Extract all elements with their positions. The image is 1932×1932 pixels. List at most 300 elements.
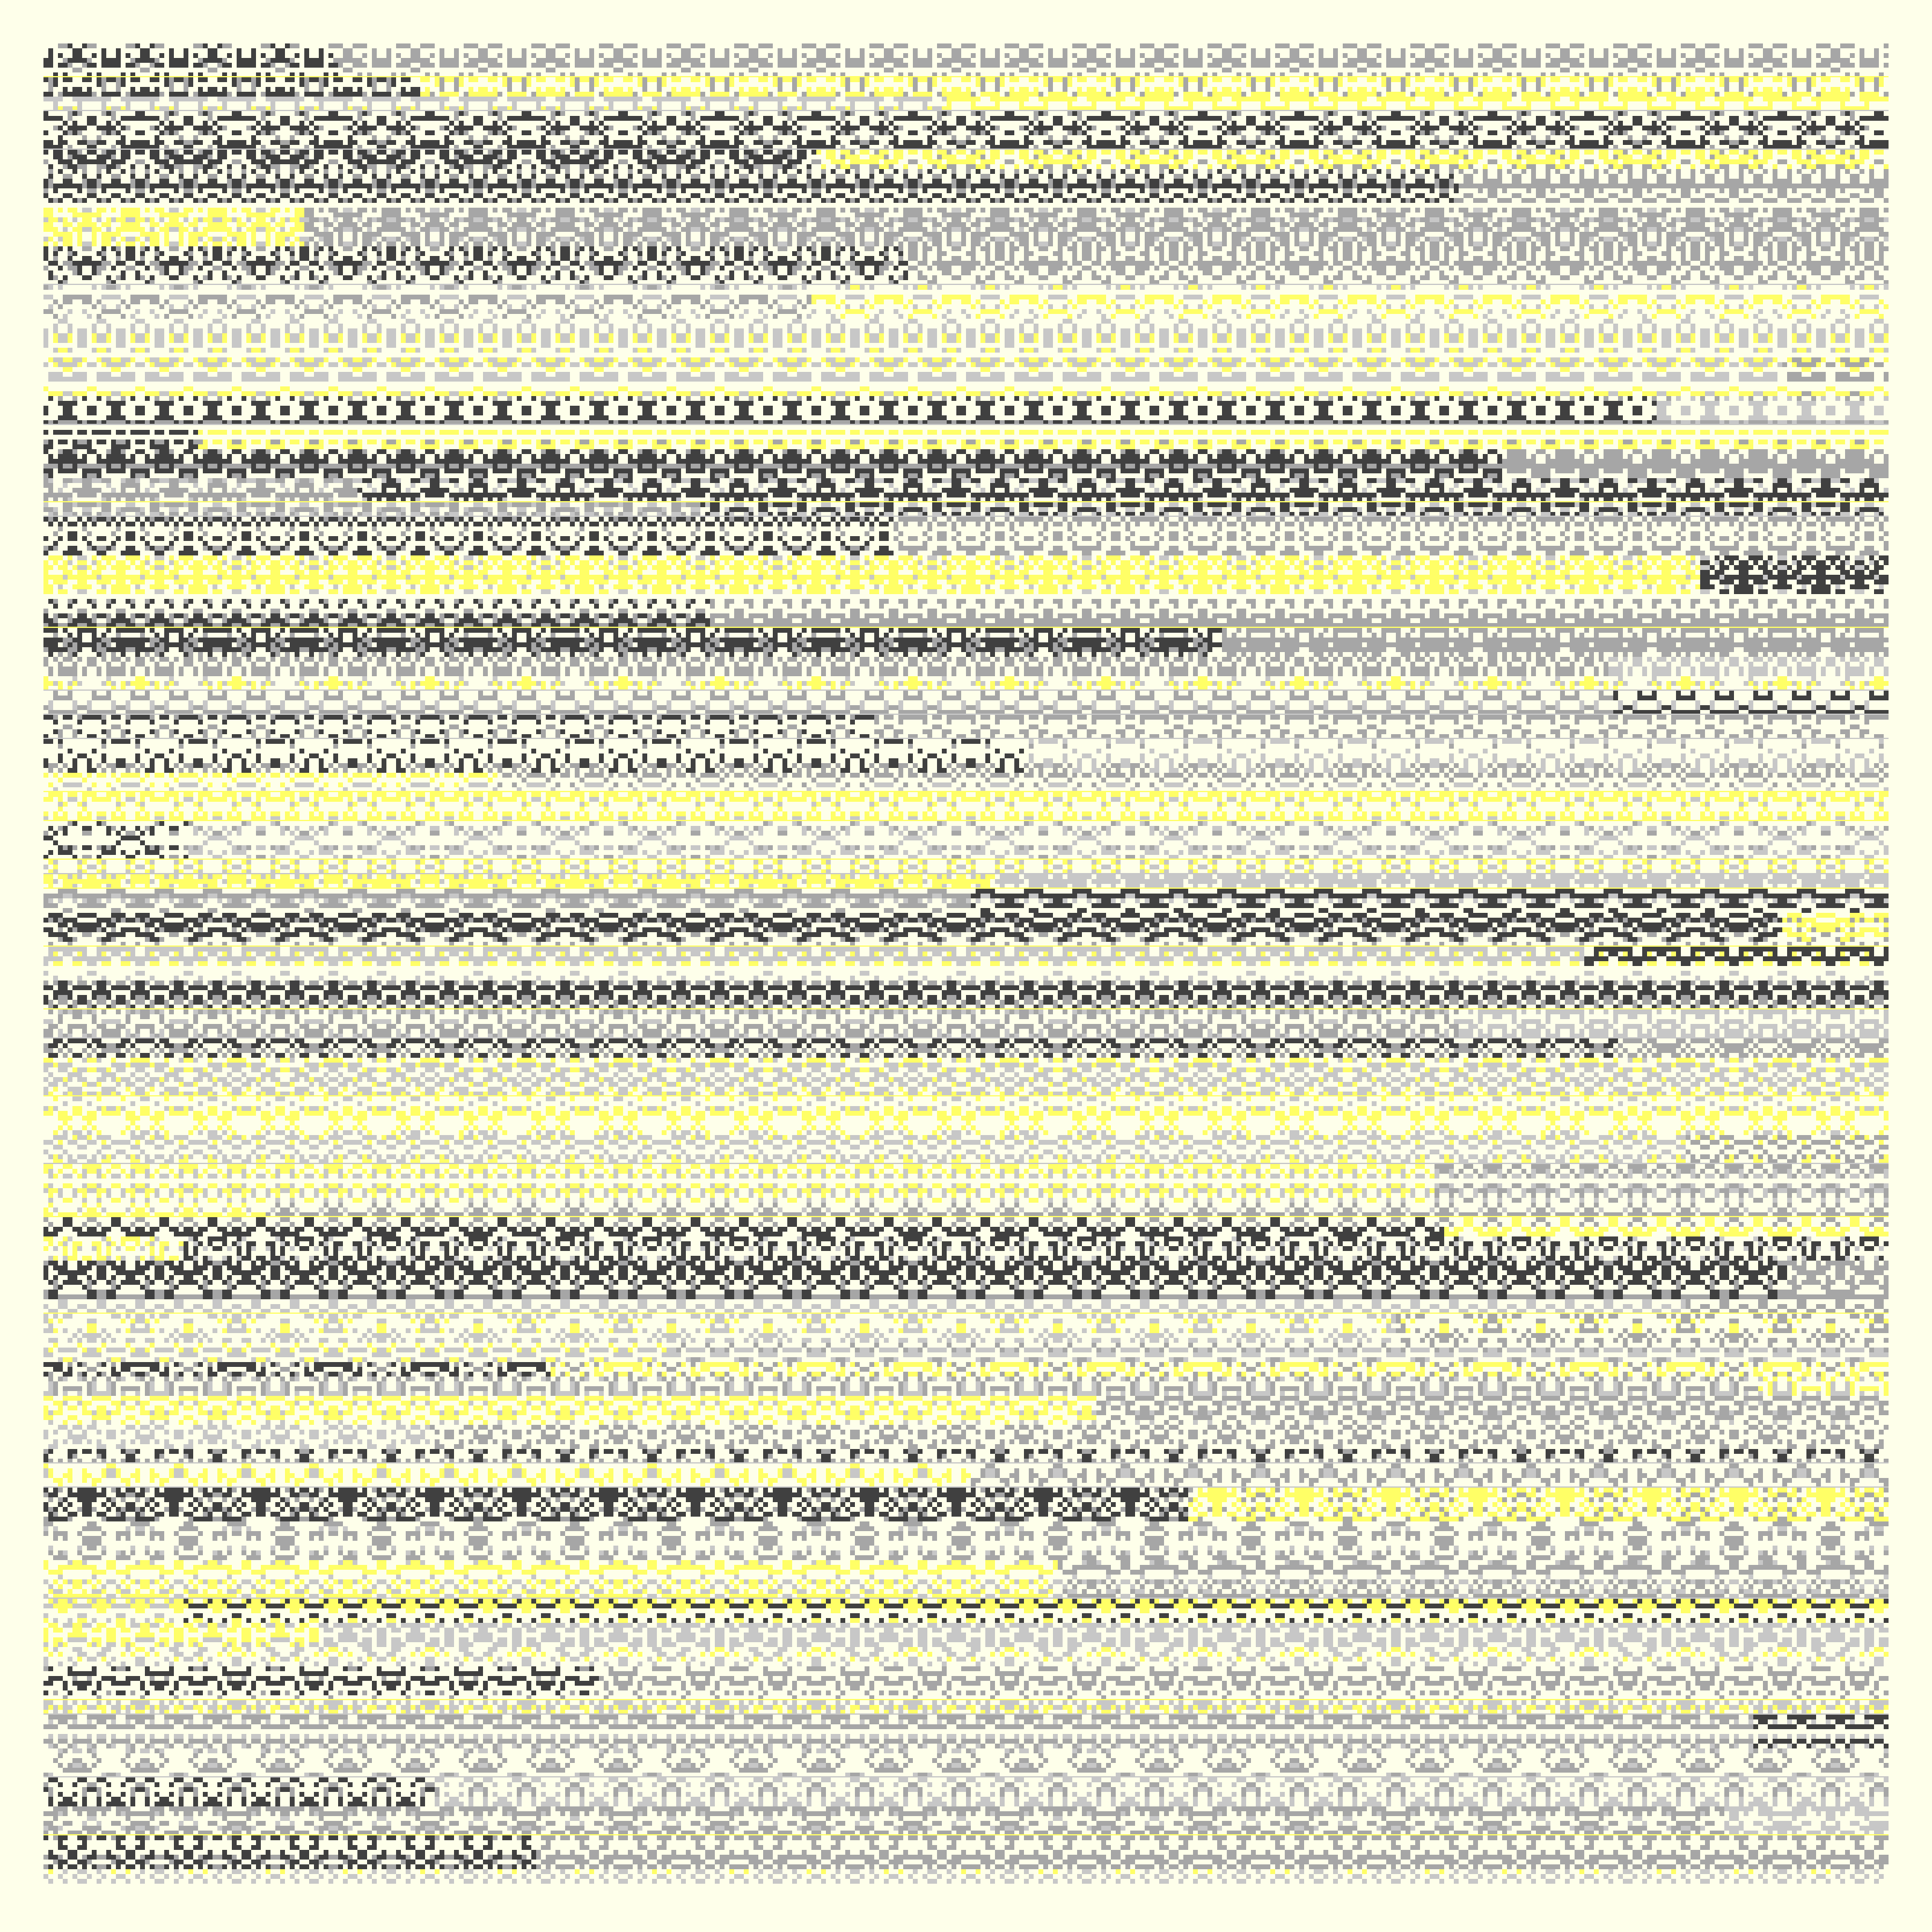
pattern-pixel-run <box>894 77 903 82</box>
pattern-pixel-run <box>1454 87 1459 92</box>
pattern-pixel-run <box>1265 87 1270 92</box>
pattern-pixel-run <box>1087 48 1096 53</box>
pattern-pixel-run <box>1628 87 1637 92</box>
pattern-pixel-run <box>575 77 580 82</box>
pattern-pixel-run <box>1072 53 1077 58</box>
pattern-pixel-run <box>1806 82 1811 87</box>
pattern-pixel-run <box>507 58 526 63</box>
pattern-pixel-run <box>826 63 840 68</box>
pattern-pixel-run <box>1212 58 1241 63</box>
pattern-pixel-run <box>420 63 435 68</box>
pattern-pixel-run <box>1338 77 1343 82</box>
pattern-pixel-run <box>1550 58 1579 63</box>
pattern-pixel-run <box>845 87 850 92</box>
pattern-pixel-run <box>710 48 715 53</box>
pattern-pixel-run <box>1454 58 1473 63</box>
pattern-pixel-run <box>48 53 53 58</box>
pattern-pixel-run <box>1386 63 1406 68</box>
pattern-pixel-run <box>1521 53 1526 58</box>
pattern-pixel-run <box>150 43 155 48</box>
pattern-pixel-run <box>372 77 377 82</box>
pattern-pixel-run <box>599 43 613 48</box>
pattern-pixel-run <box>140 87 150 92</box>
pattern-pixel-run <box>1773 43 1787 48</box>
pattern-pixel-run <box>1275 43 1290 48</box>
pattern-pixel-run <box>778 53 782 58</box>
pattern-pixel-run <box>792 87 797 92</box>
pattern-pixel-run <box>386 53 391 58</box>
pattern-pixel-run <box>401 77 411 82</box>
pattern-pixel-run <box>372 87 377 92</box>
pattern-pixel-run <box>48 77 53 82</box>
pattern-pixel-run <box>932 77 937 82</box>
pattern-pixel-run <box>1792 82 1797 87</box>
pattern-pixel-run <box>411 48 420 53</box>
pattern-pixel-run <box>275 48 285 53</box>
pattern-pixel-run <box>43 92 53 97</box>
pattern-pixel-run <box>1792 53 1797 58</box>
pattern-pixel-run <box>1265 82 1270 87</box>
pattern-pixel-run <box>1222 68 1232 72</box>
pattern-pixel-run <box>237 82 242 87</box>
pattern-pixel-run <box>1343 43 1357 48</box>
pattern-pixel-run <box>802 53 807 58</box>
pattern-pixel-run <box>285 43 290 48</box>
pattern-pixel-run <box>1280 77 1290 82</box>
pattern-pixel-run <box>464 63 478 68</box>
pattern-pixel-run <box>150 77 159 82</box>
pattern-pixel-run <box>662 82 667 87</box>
pattern-pixel-run <box>681 53 691 58</box>
pattern-pixel-run <box>1121 77 1130 82</box>
pattern-pixel-run <box>367 82 372 87</box>
pattern-pixel-run <box>386 77 391 82</box>
pattern-pixel-run <box>507 63 526 68</box>
pattern-pixel-run <box>927 53 932 58</box>
pattern-pixel-run <box>1864 77 1874 82</box>
pattern-pixel-run <box>1410 43 1425 48</box>
pattern-pixel-run <box>304 48 309 53</box>
pattern-pixel-run <box>913 82 918 87</box>
pattern-pixel-run <box>169 92 188 97</box>
pattern-pixel-run <box>1304 87 1309 92</box>
pattern-pixel-run <box>169 58 188 63</box>
pattern-pixel-run <box>353 43 367 48</box>
pattern-pixel-run <box>87 43 97 48</box>
pattern-pixel-run <box>396 43 411 48</box>
pattern-pixel-run <box>1806 48 1811 53</box>
pattern-pixel-run <box>560 87 565 92</box>
pattern-pixel-run <box>1087 68 1096 72</box>
pattern-pixel-run <box>749 87 758 92</box>
pattern-pixel-run <box>502 77 507 82</box>
pattern-pixel-run <box>198 58 203 63</box>
pattern-pixel-run <box>1435 63 1449 68</box>
pattern-pixel-run <box>169 82 174 87</box>
pattern-pixel-run <box>164 77 169 82</box>
pattern-pixel-run <box>1251 87 1256 92</box>
pattern-pixel-run <box>87 87 92 92</box>
pattern-pixel-run <box>237 87 242 92</box>
pattern-pixel-run <box>227 53 232 58</box>
pattern-pixel-run <box>469 77 478 82</box>
pattern-pixel-run <box>589 53 594 58</box>
pattern-pixel-run <box>188 82 193 87</box>
pattern-pixel-run <box>739 87 744 92</box>
pattern-pixel-run <box>589 87 594 92</box>
pattern-pixel-run <box>1657 87 1662 92</box>
pattern-pixel-run <box>1454 63 1473 68</box>
pattern-pixel-run <box>1367 77 1377 82</box>
pattern-pixel-run <box>869 63 884 68</box>
pattern-pixel-run <box>898 87 903 92</box>
pattern-pixel-run <box>92 53 97 58</box>
pattern-pixel-run <box>1468 77 1473 82</box>
pattern-pixel-run <box>531 92 536 97</box>
pattern-pixel-run <box>270 43 275 48</box>
pattern-pixel-run <box>555 43 570 48</box>
pattern-pixel-run <box>1203 82 1208 87</box>
pattern-pixel-run <box>1208 53 1212 58</box>
pattern-pixel-run <box>749 68 758 72</box>
pattern-pixel-run <box>696 87 700 92</box>
pattern-pixel-run <box>1483 77 1492 82</box>
pattern-pixel-run <box>1319 82 1323 87</box>
pattern-pixel-run <box>638 77 642 82</box>
pattern-pixel-run <box>1386 48 1391 53</box>
pattern-pixel-run <box>1860 63 1879 68</box>
pattern-pixel-run <box>430 53 435 58</box>
pattern-pixel-run <box>1512 53 1517 58</box>
pattern-pixel-run <box>1048 63 1067 68</box>
pattern-pixel-run <box>1797 77 1806 82</box>
pattern-pixel-run <box>1657 48 1662 53</box>
pattern-pixel-run <box>126 92 130 97</box>
pattern-pixel-run <box>372 58 391 63</box>
pattern-pixel-run <box>1145 87 1150 92</box>
pattern-pixel-run <box>546 53 555 58</box>
pattern-pixel-run <box>1705 63 1719 68</box>
pattern-pixel-run <box>1637 43 1652 48</box>
pattern-pixel-run <box>343 68 353 72</box>
pattern-pixel-run <box>908 77 913 82</box>
pattern-pixel-run <box>1763 87 1773 92</box>
pattern-pixel-run <box>425 87 430 92</box>
pattern-pixel-run <box>507 77 512 82</box>
pattern-pixel-run <box>1333 53 1338 58</box>
pattern-pixel-run <box>155 87 159 92</box>
pattern-pixel-run <box>1604 82 1608 87</box>
pattern-pixel-run <box>860 77 865 82</box>
pattern-pixel-run <box>290 63 299 68</box>
pattern-pixel-run <box>927 82 932 87</box>
pattern-pixel-run <box>116 53 121 58</box>
pattern-pixel-run <box>159 53 164 58</box>
pattern-pixel-run <box>773 82 778 87</box>
pattern-pixel-run <box>623 43 638 48</box>
pattern-pixel-run <box>1096 63 1111 68</box>
pattern-pixel-run <box>1589 82 1594 87</box>
pattern-pixel-run <box>440 87 444 92</box>
pattern-pixel-run <box>937 53 942 58</box>
pattern-pixel-run <box>710 77 715 82</box>
pattern-pixel-run <box>270 58 290 63</box>
pattern-pixel-run <box>865 82 869 87</box>
pattern-pixel-run <box>338 63 343 68</box>
pattern-pixel-run <box>169 77 174 82</box>
pattern-pixel-run <box>884 68 894 72</box>
pattern-pixel-run <box>797 82 802 87</box>
pattern-pixel-run <box>1671 48 1676 53</box>
pattern-pixel-run <box>913 87 918 92</box>
pattern-pixel-run <box>913 77 918 82</box>
pattern-pixel-run <box>1811 77 1816 82</box>
pattern-pixel-run <box>1251 82 1256 87</box>
pattern-pixel-run <box>232 82 237 87</box>
pattern-pixel-run <box>1246 82 1251 87</box>
pattern-pixel-run <box>1589 48 1594 53</box>
pattern-pixel-run <box>507 87 512 92</box>
pattern-pixel-run <box>1425 68 1435 72</box>
pattern-pixel-run <box>816 68 826 72</box>
pattern-pixel-run <box>1753 87 1758 92</box>
pattern-pixel-run <box>1657 82 1662 87</box>
pattern-pixel-run <box>1724 48 1729 53</box>
pattern-pixel-run <box>290 58 295 63</box>
pattern-pixel-run <box>440 48 444 53</box>
pattern-pixel-run <box>251 77 256 82</box>
pattern-pixel-run <box>1063 82 1067 87</box>
pattern-pixel-run <box>1492 68 1502 72</box>
pattern-pixel-run <box>1164 77 1174 82</box>
pattern-pixel-run <box>1072 43 1087 48</box>
pattern-pixel-run <box>589 77 594 82</box>
pattern-pixel-run <box>1212 87 1217 92</box>
pattern-pixel-run <box>169 48 174 53</box>
pattern-pixel-run <box>1367 43 1381 48</box>
pattern-pixel-run <box>1536 82 1541 87</box>
pattern-pixel-run <box>570 77 575 82</box>
pattern-pixel-run <box>1884 53 1889 58</box>
pattern-pixel-run <box>1657 77 1662 82</box>
pattern-pixel-run <box>430 92 435 97</box>
pattern-pixel-run <box>1739 82 1744 87</box>
pattern-pixel-run <box>1874 48 1879 53</box>
pattern-pixel-run <box>140 48 150 53</box>
pattern-pixel-run <box>1686 58 1715 63</box>
pattern-pixel-run <box>633 53 638 58</box>
pattern-pixel-run <box>1454 53 1459 58</box>
pattern-pixel-run <box>1048 82 1053 87</box>
pattern-pixel-run <box>1724 58 1744 63</box>
pattern-pixel-run <box>531 63 546 68</box>
pattern-pixel-run <box>927 77 932 82</box>
pattern-pixel-run <box>913 48 918 53</box>
pattern-pixel-run <box>1521 63 1541 68</box>
pattern-pixel-run <box>1401 87 1406 92</box>
pattern-pixel-run <box>778 63 797 68</box>
pattern-pixel-run <box>1536 77 1541 82</box>
pattern-pixel-run <box>1183 77 1188 82</box>
pattern-pixel-run <box>961 63 976 68</box>
pattern-pixel-run <box>1507 87 1512 92</box>
pattern-pixel-run <box>1208 63 1222 68</box>
pattern-pixel-run <box>1323 77 1333 82</box>
pattern-pixel-run <box>1831 68 1840 72</box>
pattern-pixel-run <box>758 43 773 48</box>
pattern-pixel-run <box>1787 77 1792 82</box>
pattern-pixel-run <box>1222 48 1232 53</box>
pattern-pixel-run <box>1739 77 1744 82</box>
pattern-pixel-run <box>1198 48 1203 53</box>
pattern-pixel-run <box>604 58 633 63</box>
pattern-pixel-run <box>1435 77 1444 82</box>
pattern-pixel-run <box>1454 82 1459 87</box>
pattern-pixel-run <box>48 87 53 92</box>
pattern-pixel-run <box>1314 77 1319 82</box>
pattern-pixel-run <box>802 63 816 68</box>
pattern-pixel-run <box>1265 77 1270 82</box>
pattern-pixel-run <box>1637 77 1647 82</box>
pattern-pixel-run <box>507 53 512 58</box>
pattern-pixel-run <box>101 82 106 87</box>
pattern-pixel-run <box>150 63 155 68</box>
pattern-pixel-run <box>657 77 662 82</box>
pattern-pixel-run <box>1154 53 1164 58</box>
pattern-pixel-run <box>391 82 396 87</box>
pattern-pixel-run <box>97 77 101 82</box>
pattern-pixel-run <box>734 63 749 68</box>
pattern-pixel-run <box>1333 48 1338 53</box>
pattern-pixel-run <box>1874 87 1879 92</box>
pattern-pixel-run <box>391 77 396 82</box>
pattern-pixel-run <box>792 82 797 87</box>
pattern-pixel-run <box>1135 82 1140 87</box>
pattern-pixel-run <box>435 77 440 82</box>
pattern-pixel-run <box>1521 87 1526 92</box>
pattern-pixel-run <box>497 53 502 58</box>
pattern-pixel-run <box>1077 87 1082 92</box>
pattern-pixel-run <box>826 43 840 48</box>
pattern-pixel-run <box>1748 43 1763 48</box>
pattern-pixel-run <box>1671 77 1676 82</box>
pattern-pixel-run <box>1116 53 1121 58</box>
pattern-pixel-run <box>942 87 947 92</box>
pattern-pixel-run <box>68 58 87 63</box>
pattern-pixel-run <box>266 87 270 92</box>
pattern-pixel-run <box>53 82 58 87</box>
pattern-pixel-run <box>1116 48 1121 53</box>
pattern-pixel-run <box>169 87 174 92</box>
pattern-pixel-run <box>362 92 367 97</box>
pattern-pixel-run <box>135 63 140 68</box>
pattern-pixel-run <box>671 87 676 92</box>
pattern-pixel-run <box>1140 63 1154 68</box>
pattern-pixel-run <box>1343 53 1348 58</box>
pattern-pixel-run <box>1135 77 1140 82</box>
pattern-pixel-run <box>1874 53 1879 58</box>
pattern-pixel-run <box>97 82 101 87</box>
pattern-pixel-run <box>1333 82 1338 87</box>
pattern-pixel-run <box>295 92 299 97</box>
pattern-pixel-run <box>1806 77 1811 82</box>
pattern-pixel-run <box>1357 68 1367 72</box>
pattern-pixel-run <box>642 53 647 58</box>
pattern-pixel-run <box>1270 82 1275 87</box>
pattern-pixel-run <box>642 63 662 68</box>
pattern-pixel-run <box>1386 77 1391 82</box>
pattern-pixel-run <box>512 77 522 82</box>
pattern-pixel-run <box>319 48 324 53</box>
pattern-pixel-run <box>328 63 338 68</box>
pattern-pixel-run <box>58 92 63 97</box>
pattern-pixel-run <box>1232 77 1241 82</box>
pattern-pixel-run <box>657 48 662 53</box>
pattern-pixel-run <box>705 77 710 82</box>
pattern-pixel-run <box>671 77 681 82</box>
pattern-pixel-run <box>1536 53 1541 58</box>
pattern-pixel-run <box>261 53 266 58</box>
pattern-pixel-run <box>1319 63 1338 68</box>
pattern-pixel-run <box>1275 63 1290 68</box>
pattern-pixel-run <box>845 82 850 87</box>
pattern-pixel-run <box>1860 77 1864 82</box>
pattern-pixel-run <box>961 77 971 82</box>
pattern-pixel-run <box>1299 63 1314 68</box>
pattern-pixel-run <box>1454 77 1459 82</box>
pattern-pixel-run <box>613 87 623 92</box>
pattern-pixel-run <box>164 82 169 87</box>
pattern-pixel-run <box>1019 68 1029 72</box>
pattern-pixel-run <box>251 48 256 53</box>
pattern-pixel-run <box>792 48 797 53</box>
pattern-pixel-run <box>1821 77 1831 82</box>
pattern-pixel-run <box>459 82 464 87</box>
pattern-pixel-run <box>130 87 135 92</box>
pattern-pixel-run <box>1724 53 1729 58</box>
pattern-pixel-run <box>497 92 502 97</box>
pattern-pixel-run <box>101 63 121 68</box>
pattern-pixel-run <box>980 77 985 82</box>
pattern-pixel-run <box>1647 53 1652 58</box>
pattern-pixel-run <box>1492 53 1502 58</box>
pattern-pixel-run <box>63 58 68 63</box>
pattern-pixel-run <box>1521 82 1526 87</box>
pattern-pixel-run <box>749 53 758 58</box>
pattern-pixel-run <box>1063 48 1067 53</box>
pattern-pixel-run <box>604 87 609 92</box>
pattern-pixel-run <box>72 48 82 53</box>
pattern-pixel-run <box>1613 43 1628 48</box>
pattern-pixel-run <box>478 87 488 92</box>
pattern-pixel-run <box>1879 77 1884 82</box>
pattern-pixel-run <box>435 82 440 87</box>
pattern-pixel-run <box>1265 53 1270 58</box>
pattern-pixel-run <box>155 63 164 68</box>
pattern-pixel-run <box>87 63 97 68</box>
pattern-pixel-run <box>1410 53 1415 58</box>
pattern-pixel-run <box>589 48 594 53</box>
pattern-pixel-run <box>1415 77 1425 82</box>
pattern-pixel-run <box>913 58 932 63</box>
pattern-pixel-run <box>710 87 715 92</box>
pattern-pixel-run <box>72 53 82 58</box>
pattern-pixel-run <box>594 82 599 87</box>
pattern-pixel-run <box>43 63 53 68</box>
pattern-pixel-run <box>531 43 546 48</box>
pattern-pixel-run <box>1792 48 1797 53</box>
pattern-pixel-run <box>1792 87 1797 92</box>
